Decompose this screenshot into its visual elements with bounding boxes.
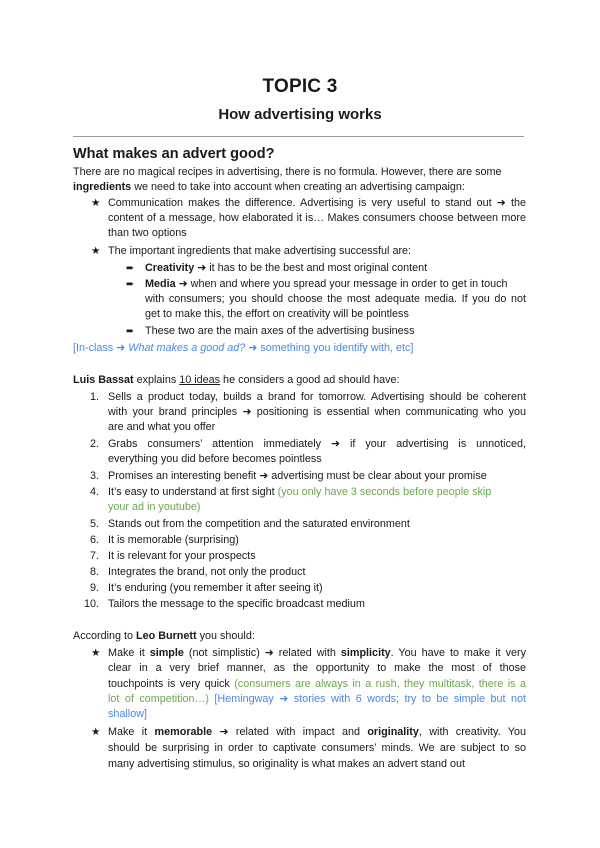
- list-number: 3.: [89, 470, 99, 482]
- list-item: Grabs consumers’ attention immediately ➜ if your advertising is unnoticed,: [108, 438, 526, 450]
- list-number: 10.: [83, 598, 99, 610]
- paragraph-line: According to Leo Burnett you should:: [73, 630, 255, 642]
- sub-bullet-text: Media ➜ when and where you spread your message in order to get in touch: [145, 278, 508, 290]
- title-divider: [73, 136, 524, 137]
- list-item: are and what you offer: [108, 421, 216, 433]
- list-item: everything you did before becomes pointless: [108, 453, 322, 465]
- list-number: 9.: [89, 582, 99, 594]
- bullet-text: Make it memorable ➜ related with impact and originality, with creativity. You: [108, 726, 526, 738]
- star-bullet-icon: ★: [91, 245, 101, 257]
- bullet-text: shallow]: [108, 708, 148, 720]
- star-bullet-icon: ★: [91, 647, 101, 659]
- list-item: your ad in youtube): [108, 501, 201, 513]
- bullet-text: should be surprising in order to captivate consumers’ minds. We are subject to so: [108, 742, 526, 754]
- list-item: It’s enduring (you remember it after seeing it): [108, 582, 323, 594]
- list-item: Stands out from the competition and the saturated environment: [108, 518, 410, 530]
- page-title: TOPIC 3: [262, 76, 338, 97]
- arrow-bullet-icon: ➨: [126, 326, 135, 337]
- list-item: Promises an interesting benefit ➜ advertising must be clear about your promise: [108, 470, 487, 482]
- section-heading: What makes an advert good?: [73, 146, 275, 162]
- list-item: It’s easy to understand at first sight (you only have 3 seconds before people skip: [108, 486, 492, 498]
- page-subtitle: How advertising works: [218, 106, 382, 123]
- list-number: 4.: [89, 486, 99, 498]
- paragraph-line: Luis Bassat explains 10 ideas he considers a good ad should have:: [73, 374, 400, 386]
- in-class-note: [In-class ➜ What makes a good ad? ➜ something you identify with, etc]: [73, 342, 414, 354]
- bullet-text: clear in a very brief manner, as the opportunity to make the most of those: [108, 662, 526, 674]
- bullet-text: lot of competition…) [Hemingway ➜ stories with 6 words; try to be simple but not: [108, 693, 526, 705]
- list-item: with your brand principles ➜ positioning is essential when communicating who you: [108, 406, 526, 418]
- arrow-bullet-icon: ➨: [126, 279, 135, 290]
- list-number: 7.: [89, 550, 99, 562]
- sub-bullet-text: Creativity ➜ it has to be the best and most original content: [145, 262, 428, 274]
- arrow-bullet-icon: ➨: [126, 263, 135, 274]
- list-number: 2.: [89, 438, 99, 450]
- list-item: Sells a product today, builds a brand for tomorrow. Advertising should be coherent: [108, 391, 526, 403]
- list-item: Tailors the message to the specific broadcast medium: [108, 598, 365, 610]
- bullet-text: Make it simple (not simplistic) ➜ related with simplicity. You have to make it very: [108, 647, 526, 659]
- bullet-text: many advertising stimulus, so originality is what makes an advert stand out: [108, 758, 466, 770]
- paragraph-line: ingredients we need to take into account when creating an advertising campaign:: [73, 181, 465, 193]
- star-bullet-icon: ★: [91, 197, 101, 209]
- list-number: 1.: [89, 391, 99, 403]
- list-number: 5.: [89, 518, 99, 530]
- sub-bullet-text: get to make this, the effort on creativity will be pointless: [145, 308, 409, 320]
- sub-bullet-text: These two are the main axes of the advertising business: [145, 325, 415, 337]
- bullet-text: content of a message, how elaborated it is… Makes consumers choose between more: [108, 212, 526, 224]
- list-item: It is relevant for your prospects: [108, 550, 256, 562]
- bullet-text: Communication makes the difference. Advertising is very useful to stand out ➜ the: [108, 197, 526, 209]
- list-item: It is memorable (surprising): [108, 534, 239, 546]
- star-bullet-icon: ★: [91, 726, 101, 738]
- bullet-text: touchpoints is very quick (consumers are always in a rush, they multitask, there is a: [108, 678, 526, 690]
- bullet-text: than two options: [108, 227, 187, 239]
- paragraph-line: There are no magical recipes in advertising, there is no formula. However, there are some: [73, 166, 502, 178]
- list-number: 8.: [89, 566, 99, 578]
- sub-bullet-text: with consumers; you should choose the most adequate media. If you do not: [145, 293, 526, 305]
- list-item: Integrates the brand, not only the product: [108, 566, 306, 578]
- bullet-text: The important ingredients that make advertising successful are:: [108, 245, 412, 257]
- list-number: 6.: [89, 534, 99, 546]
